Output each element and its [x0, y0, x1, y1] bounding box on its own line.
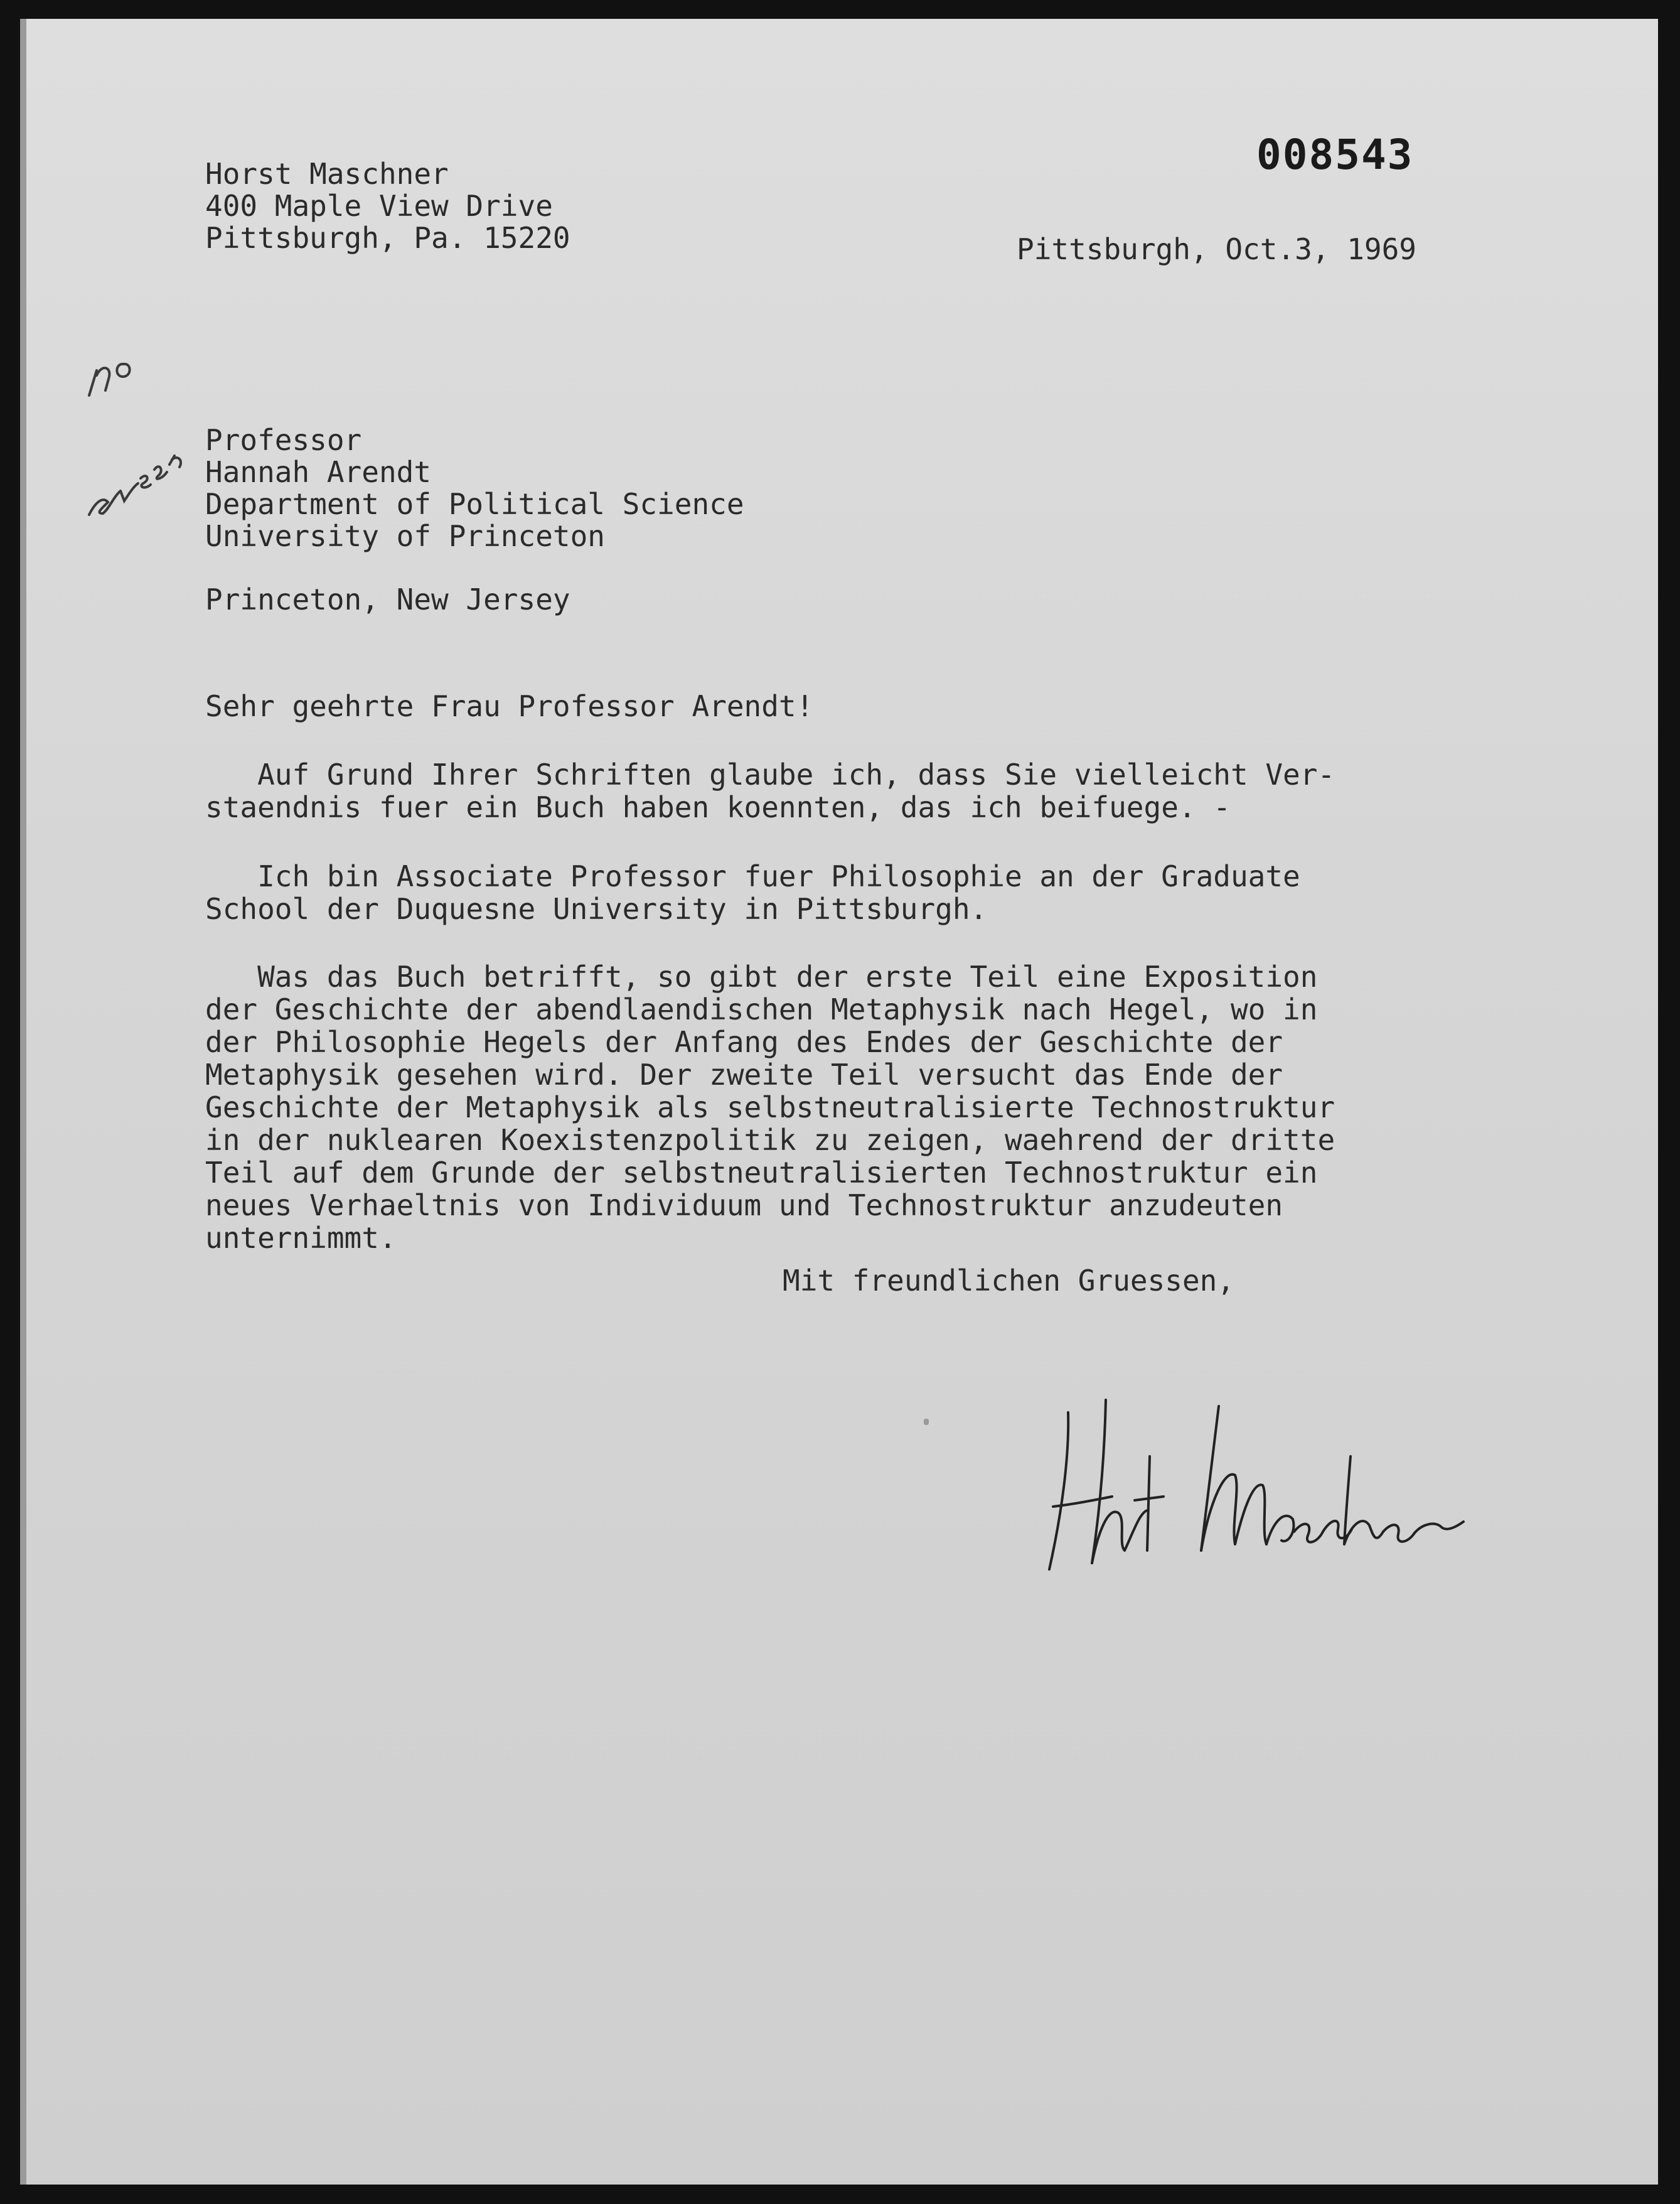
paragraph-line: Geschichte der Metaphysik als selbstneutralisierte Technostruktur — [205, 1090, 1335, 1124]
paragraph-line: unternimmt. — [205, 1221, 397, 1255]
page-edge-shadow — [20, 19, 26, 2185]
salutation: Sehr geehrte Frau Professor Arendt! — [205, 689, 814, 723]
paragraph-line: staendnis fuer ein Buch haben koennten, das ich beifuege. - — [205, 790, 1231, 824]
recipient-department: Department of Political Science — [205, 487, 744, 521]
paragraph-line: Was das Buch betrifft, so gibt der erste Teil eine Exposition — [205, 960, 1318, 994]
recipient-address — [205, 424, 744, 552]
sender-address — [205, 158, 570, 254]
paragraph-line: der Geschichte der abendlaendischen Metaphysik nach Hegel, wo in — [205, 992, 1318, 1026]
sender-city: Pittsburgh, Pa. 15220 — [205, 221, 570, 255]
paragraph-line: der Philosophie Hegels der Anfang des Endes der Geschichte der — [205, 1025, 1283, 1059]
date-line: Pittsburgh, Oct.3, 1969 — [1017, 232, 1416, 266]
handwritten-signature — [1024, 1362, 1476, 1588]
paragraph-1 — [205, 758, 1335, 824]
recipient-university: University of Princeton — [205, 519, 605, 553]
paragraph-line: Auf Grund Ihrer Schriften glaube ich, dass Sie vielleicht Ver- — [205, 758, 1335, 792]
recipient-location: Princeton, New Jersey — [205, 583, 570, 616]
paragraph-line: Metaphysik gesehen wird. Der zweite Teil versucht das Ende der — [205, 1058, 1283, 1092]
letter-page — [20, 19, 1658, 2185]
paper-speck — [924, 1419, 929, 1425]
paragraph-line: in der nuklearen Koexistenzpolitik zu zeigen, waehrend der dritte — [205, 1123, 1335, 1157]
document-number: 008543 — [1256, 131, 1414, 179]
recipient-name: Hannah Arendt — [205, 455, 432, 489]
paragraph-line: Ich bin Associate Professor fuer Philosophie an der Graduate — [205, 859, 1300, 893]
paragraph-line: Teil auf dem Grunde der selbstneutralisierten Technostruktur ein — [205, 1156, 1318, 1190]
closing: Mit freundlichen Gruessen, — [783, 1264, 1235, 1298]
paragraph-line: neues Verhaeltnis von Individuum und Technostruktur anzudeuten — [205, 1188, 1283, 1222]
paragraph-3 — [205, 960, 1335, 1254]
sender-street: 400 Maple View Drive — [205, 189, 553, 223]
margin-annotation-handwritten — [64, 314, 227, 540]
paragraph-line: School der Duquesne University in Pittsburgh. — [205, 892, 988, 926]
recipient-title: Professor — [205, 423, 362, 457]
sender-name: Horst Maschner — [205, 157, 449, 191]
paragraph-2 — [205, 860, 1300, 925]
